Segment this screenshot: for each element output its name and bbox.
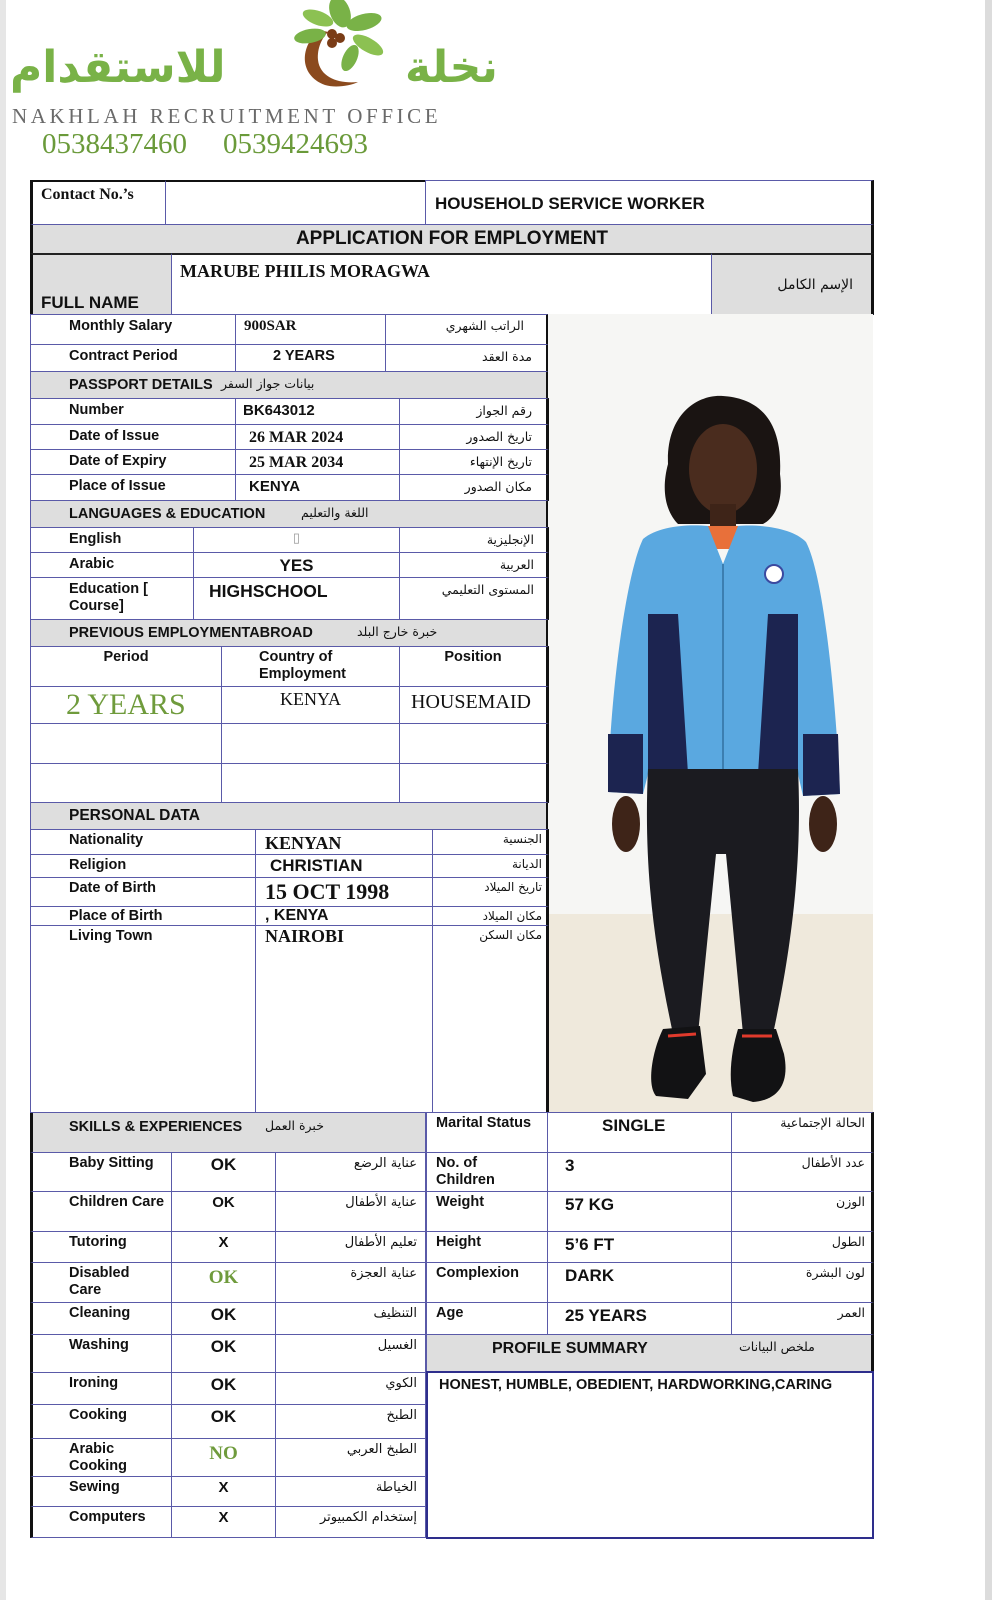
personal-row-arabic-label: مكان الميلاد — [482, 909, 542, 923]
skill-arabic-cell — [275, 1476, 426, 1507]
personal-row-arabic-label: الديانة — [511, 857, 542, 871]
language-row-arabic-label: المستوى التعليمي — [441, 582, 534, 597]
language-row-label-cell — [30, 527, 194, 553]
previous-employment-cell — [221, 686, 400, 724]
skills-title-arabic: خبرة العمل — [265, 1118, 324, 1133]
detail-label-cell — [426, 1231, 548, 1263]
skill-value-cell — [171, 1262, 276, 1303]
skills-section-header — [30, 1112, 426, 1153]
previous-employment-cell — [399, 686, 549, 724]
row-arabic-cell — [385, 344, 549, 372]
passport-row-value: 26 MAR 2024 — [249, 429, 344, 446]
skill-label-cell — [30, 1302, 172, 1335]
personal-row-value-cell — [255, 925, 433, 1113]
skill-label-cell — [30, 1506, 172, 1538]
previous-employment-value: 2 YEARS — [66, 688, 186, 721]
detail-label-cell — [426, 1191, 548, 1232]
skill-label-cell — [30, 1438, 172, 1477]
skill-label-cell — [30, 1334, 172, 1373]
language-row-arabic-cell — [399, 552, 549, 578]
detail-arabic-cell — [731, 1152, 874, 1192]
skill-arabic-cell — [275, 1404, 426, 1439]
skill-arabic-label: الكوي — [385, 1376, 417, 1391]
skill-arabic-cell — [275, 1152, 426, 1192]
row-value-cell — [235, 314, 386, 345]
personal-row-value-cell — [255, 906, 433, 926]
skill-value-cell — [171, 1506, 276, 1538]
skills-title: SKILLS & EXPERIENCES — [69, 1119, 243, 1135]
detail-arabic-label: لون البشرة — [805, 1265, 865, 1280]
skill-arabic-label: تعليم الأطفال — [344, 1235, 417, 1250]
detail-arabic-label: العمر — [837, 1305, 865, 1320]
skill-value-cell — [171, 1152, 276, 1192]
personal-row-value: 15 OCT 1998 — [265, 879, 390, 904]
personal-row-arabic-label: تاريخ الميلاد — [484, 880, 542, 894]
applicant-photo-illustration — [548, 314, 873, 1112]
full-name-value-cell — [171, 253, 712, 315]
passport-row-value: BK643012 — [243, 402, 315, 419]
passport-row-label: Place of Issue — [69, 478, 166, 494]
passport-title-arabic: بيانات جواز السفر — [221, 376, 315, 391]
personal-row-arabic-cell — [432, 854, 549, 878]
passport-row-value-cell — [235, 449, 400, 475]
skill-value: NO — [209, 1443, 238, 1464]
language-row-arabic-cell — [399, 577, 549, 620]
passport-row-arabic-label: تاريخ الصدور — [466, 429, 532, 444]
detail-value-cell — [547, 1302, 732, 1335]
previous-employment-cell — [221, 763, 400, 803]
profile-summary-header — [426, 1334, 874, 1372]
skill-arabic-cell — [275, 1231, 426, 1263]
personal-row-arabic-cell — [432, 829, 549, 855]
skill-value: OK — [210, 1305, 237, 1324]
previous-employment-column-header — [399, 646, 549, 687]
skill-value-cell — [171, 1476, 276, 1507]
passport-row-label-cell — [30, 449, 236, 475]
skill-label-cell — [30, 1191, 172, 1232]
language-row-label-cell — [30, 577, 194, 620]
personal-row-value-cell — [255, 829, 433, 855]
detail-value-cell — [547, 1191, 732, 1232]
passport-row-arabic-label: رقم الجواز — [476, 403, 532, 418]
skill-value-cell — [171, 1372, 276, 1405]
language-row-value: HIGHSCHOOL — [209, 581, 328, 601]
detail-label: Marital Status — [436, 1115, 532, 1131]
passport-row-value: KENYA — [249, 478, 301, 495]
previous-employment-cell — [221, 723, 400, 764]
previous-employment-column-header — [221, 646, 400, 687]
previous-employment-header — [30, 619, 549, 647]
detail-arabic-label: عدد الأطفال — [801, 1155, 865, 1170]
column-header-label: Position — [444, 649, 502, 665]
personal-row-value: NAIROBI — [265, 926, 345, 946]
detail-value: 5’6 FT — [565, 1235, 615, 1254]
detail-label-cell — [426, 1152, 548, 1192]
skill-value-cell — [171, 1438, 276, 1477]
personal-row-value: KENYAN — [265, 833, 342, 853]
passport-row-arabic-label: تاريخ الإنتهاء — [469, 454, 532, 469]
language-row-label: Arabic — [69, 556, 115, 572]
skill-arabic-label: الخياطة — [375, 1480, 417, 1495]
detail-label-cell — [426, 1112, 548, 1153]
skill-value: OK — [210, 1337, 237, 1356]
row-label-cell — [30, 314, 236, 345]
detail-value-cell — [547, 1262, 732, 1303]
personal-row-label-cell — [30, 877, 256, 907]
personal-row-arabic-cell — [432, 906, 549, 926]
skill-value-cell — [171, 1302, 276, 1335]
phone-number[interactable]: 0538437460 — [42, 128, 187, 160]
language-row-value-cell — [193, 552, 400, 578]
detail-label: Height — [436, 1234, 482, 1250]
detail-arabic-label: الطول — [831, 1234, 865, 1249]
passport-row-label-cell — [30, 424, 236, 450]
company-logo — [10, 0, 540, 165]
previous-employment-value: KENYA — [280, 689, 341, 709]
passport-row-label: Number — [69, 402, 124, 418]
personal-row-label: Place of Birth — [69, 908, 163, 924]
detail-value-cell — [547, 1152, 732, 1192]
personal-row-value-cell — [255, 877, 433, 907]
passport-row-arabic-cell — [399, 449, 549, 475]
column-header-label: Country of Employment — [259, 649, 347, 682]
phone-numbers — [42, 128, 404, 161]
skill-arabic-cell — [275, 1262, 426, 1303]
full-name-value: MARUBE PHILIS MORAGWA — [180, 261, 431, 281]
profile-summary-title-arabic: ملخص البيانات — [739, 1339, 815, 1354]
skill-value-cell — [171, 1191, 276, 1232]
form-title-bar — [30, 224, 874, 254]
passport-row-value-cell — [235, 424, 400, 450]
skill-label: Sewing — [69, 1479, 120, 1495]
skill-arabic-label: عناية الأطفال — [345, 1195, 417, 1210]
page-edge — [0, 0, 6, 1600]
previous-employment-cell — [30, 723, 222, 764]
skill-label: Tutoring — [69, 1234, 127, 1250]
personal-row-arabic-cell — [432, 925, 549, 1113]
skill-label-cell — [30, 1476, 172, 1507]
profile-summary-title: PROFILE SUMMARY — [492, 1340, 648, 1357]
passport-title: PASSPORT DETAILS — [69, 377, 213, 393]
languages-title-arabic: اللغة والتعليم — [301, 505, 369, 520]
position-cell — [425, 180, 874, 225]
detail-arabic-cell — [731, 1302, 874, 1335]
skill-arabic-label: عناية العجزة — [350, 1266, 417, 1281]
detail-value: 25 YEARS — [565, 1306, 647, 1325]
contact-label-cell — [30, 180, 166, 225]
skill-value: OK — [210, 1375, 237, 1394]
personal-data-header — [30, 802, 549, 830]
passport-row-label-cell — [30, 474, 236, 501]
detail-label: Weight — [436, 1194, 485, 1210]
row-arabic-cell — [385, 314, 549, 345]
skill-label: Arabic Cooking — [69, 1441, 127, 1474]
personal-row-value: , KENYA — [265, 907, 329, 924]
detail-value: 3 — [565, 1156, 575, 1175]
detail-value-cell — [547, 1112, 732, 1153]
skill-value: OK — [210, 1155, 237, 1174]
personal-row-label: Date of Birth — [69, 880, 156, 896]
skill-label: Ironing — [69, 1375, 119, 1391]
salary-label: Monthly Salary — [69, 318, 173, 334]
language-row-value: ▯ — [292, 530, 301, 545]
skill-arabic-cell — [275, 1334, 426, 1373]
detail-arabic-cell — [731, 1231, 874, 1263]
personal-row-label: Religion — [69, 857, 127, 873]
contract-period-label: Contract Period — [69, 348, 178, 364]
detail-arabic-label: الحالة الإجتماعية — [780, 1115, 865, 1130]
personal-data-title: PERSONAL DATA — [69, 807, 200, 824]
skill-value: OK — [210, 1407, 237, 1426]
contract-period-arabic-label: مدة العقد — [482, 349, 532, 364]
skill-arabic-cell — [275, 1438, 426, 1477]
skill-label: Disabled Care — [69, 1265, 130, 1298]
full-name-label: FULL NAME — [41, 293, 139, 312]
detail-label: Complexion — [436, 1265, 519, 1281]
full-name-label-cell — [30, 253, 172, 315]
personal-row-label-cell — [30, 854, 256, 878]
salary-arabic-label: الراتب الشهري — [445, 318, 524, 333]
palm-tree-icon — [280, 0, 390, 95]
skill-value: X — [218, 1234, 229, 1251]
passport-row-arabic-label: مكان الصدور — [464, 479, 532, 494]
passport-row-value-cell — [235, 398, 400, 425]
skill-label: Children Care — [69, 1194, 165, 1210]
previous-employment-cell — [30, 686, 222, 724]
personal-row-label-cell — [30, 906, 256, 926]
previous-employment-title-arabic: خبرة خارج البلد — [357, 624, 438, 639]
detail-arabic-cell — [731, 1262, 874, 1303]
personal-row-arabic-label: مكان السكن — [479, 928, 542, 942]
skill-value: OK — [212, 1194, 235, 1211]
skill-arabic-label: إستخدام الكمبيوتر — [319, 1510, 417, 1525]
previous-employment-value: HOUSEMAID — [411, 691, 531, 713]
passport-row-arabic-cell — [399, 424, 549, 450]
personal-row-arabic-cell — [432, 877, 549, 907]
language-row-value: YES — [279, 556, 314, 575]
personal-row-label-cell — [30, 829, 256, 855]
languages-title: LANGUAGES & EDUCATION — [69, 506, 266, 522]
language-row-arabic-label: العربية — [499, 557, 534, 572]
detail-value: SINGLE — [602, 1116, 666, 1135]
skill-value: X — [218, 1509, 229, 1526]
skill-arabic-label: الطبخ العربي — [346, 1442, 417, 1457]
logo-arabic-left: للاستقدام — [10, 42, 226, 93]
position-title: HOUSEHOLD SERVICE WORKER — [435, 194, 705, 213]
skill-label: Cooking — [69, 1407, 127, 1423]
passport-section-header — [30, 371, 549, 399]
detail-arabic-label: الوزن — [836, 1194, 865, 1209]
skill-value-cell — [171, 1334, 276, 1373]
language-row-value-cell — [193, 527, 400, 553]
passport-row-label: Date of Issue — [69, 428, 160, 444]
personal-row-arabic-label: الجنسية — [502, 832, 542, 846]
scrollbar-track[interactable] — [985, 0, 992, 1600]
previous-employment-cell — [30, 763, 222, 803]
previous-employment-cell — [399, 763, 549, 803]
column-header-label: Period — [103, 649, 149, 665]
skill-arabic-label: عناية الرضع — [353, 1156, 417, 1171]
skill-label: Baby Sitting — [69, 1155, 154, 1171]
skill-label-cell — [30, 1372, 172, 1405]
profile-summary-body — [426, 1371, 874, 1539]
language-row-label-cell — [30, 552, 194, 578]
detail-arabic-cell — [731, 1191, 874, 1232]
passport-row-label-cell — [30, 398, 236, 425]
full-name-arabic-cell — [711, 253, 874, 315]
personal-row-value: CHRISTIAN — [270, 856, 363, 875]
contract-period-value: 2 YEARS — [273, 348, 335, 364]
form-title: APPLICATION FOR EMPLOYMENT — [295, 228, 609, 249]
logo-english-name: NAKHLAH RECRUITMENT OFFICE — [12, 104, 442, 128]
applicant-photo — [548, 314, 873, 1112]
skill-arabic-cell — [275, 1372, 426, 1405]
personal-row-value-cell — [255, 854, 433, 878]
language-row-label: English — [69, 531, 122, 547]
skill-label-cell — [30, 1404, 172, 1439]
contact-label: Contact No.’s — [41, 186, 134, 203]
detail-value: DARK — [565, 1266, 615, 1285]
previous-employment-column-header — [30, 646, 222, 687]
logo-arabic-right: نخلة — [405, 42, 498, 93]
languages-section-header — [30, 500, 549, 528]
language-row-value-cell — [193, 577, 400, 620]
row-label-cell — [30, 344, 236, 372]
personal-row-label: Nationality — [69, 832, 144, 848]
detail-value-cell — [547, 1231, 732, 1263]
passport-row-value-cell — [235, 474, 400, 501]
skill-label-cell — [30, 1262, 172, 1303]
language-row-label: Education [ Course] — [69, 581, 148, 614]
skill-arabic-cell — [275, 1506, 426, 1538]
detail-label: No. of Children — [436, 1155, 495, 1188]
full-name-arabic-label: الإسم الكامل — [777, 277, 853, 293]
skill-label: Washing — [69, 1337, 129, 1353]
skill-value: X — [218, 1479, 229, 1496]
passport-row-value: 25 MAR 2034 — [249, 454, 344, 471]
previous-employment-cell — [399, 723, 549, 764]
detail-label: Age — [436, 1305, 464, 1321]
detail-label-cell — [426, 1302, 548, 1335]
row-value-cell — [235, 344, 386, 372]
previous-employment-title: PREVIOUS EMPLOYMENTABROAD — [69, 625, 313, 641]
skill-label-cell — [30, 1231, 172, 1263]
contact-value-cell — [165, 180, 426, 225]
salary-value: 900SAR — [244, 318, 297, 334]
language-row-arabic-cell — [399, 527, 549, 553]
skill-value: OK — [208, 1267, 239, 1288]
passport-row-arabic-cell — [399, 398, 549, 425]
skill-arabic-cell — [275, 1302, 426, 1335]
detail-label-cell — [426, 1262, 548, 1303]
skill-value-cell — [171, 1231, 276, 1263]
skill-label: Cleaning — [69, 1305, 131, 1321]
passport-row-label: Date of Expiry — [69, 453, 167, 469]
detail-value: 57 KG — [565, 1195, 615, 1214]
skill-label-cell — [30, 1152, 172, 1192]
phone-number[interactable]: 0539424693 — [223, 128, 368, 160]
language-row-arabic-label: الإنجليزية — [486, 532, 534, 547]
skill-arabic-label: التنظيف — [373, 1306, 417, 1321]
skill-arabic-cell — [275, 1191, 426, 1232]
passport-row-arabic-cell — [399, 474, 549, 501]
detail-arabic-cell — [731, 1112, 874, 1153]
skill-label: Computers — [69, 1509, 146, 1525]
profile-summary-text: HONEST, HUMBLE, OBEDIENT, HARDWORKING,CARING — [439, 1377, 833, 1393]
skill-arabic-label: الطبخ — [386, 1408, 417, 1423]
personal-row-label: Living Town — [69, 928, 153, 944]
skill-arabic-label: الغسيل — [377, 1338, 417, 1353]
skill-value-cell — [171, 1404, 276, 1439]
personal-row-label-cell — [30, 925, 256, 1113]
